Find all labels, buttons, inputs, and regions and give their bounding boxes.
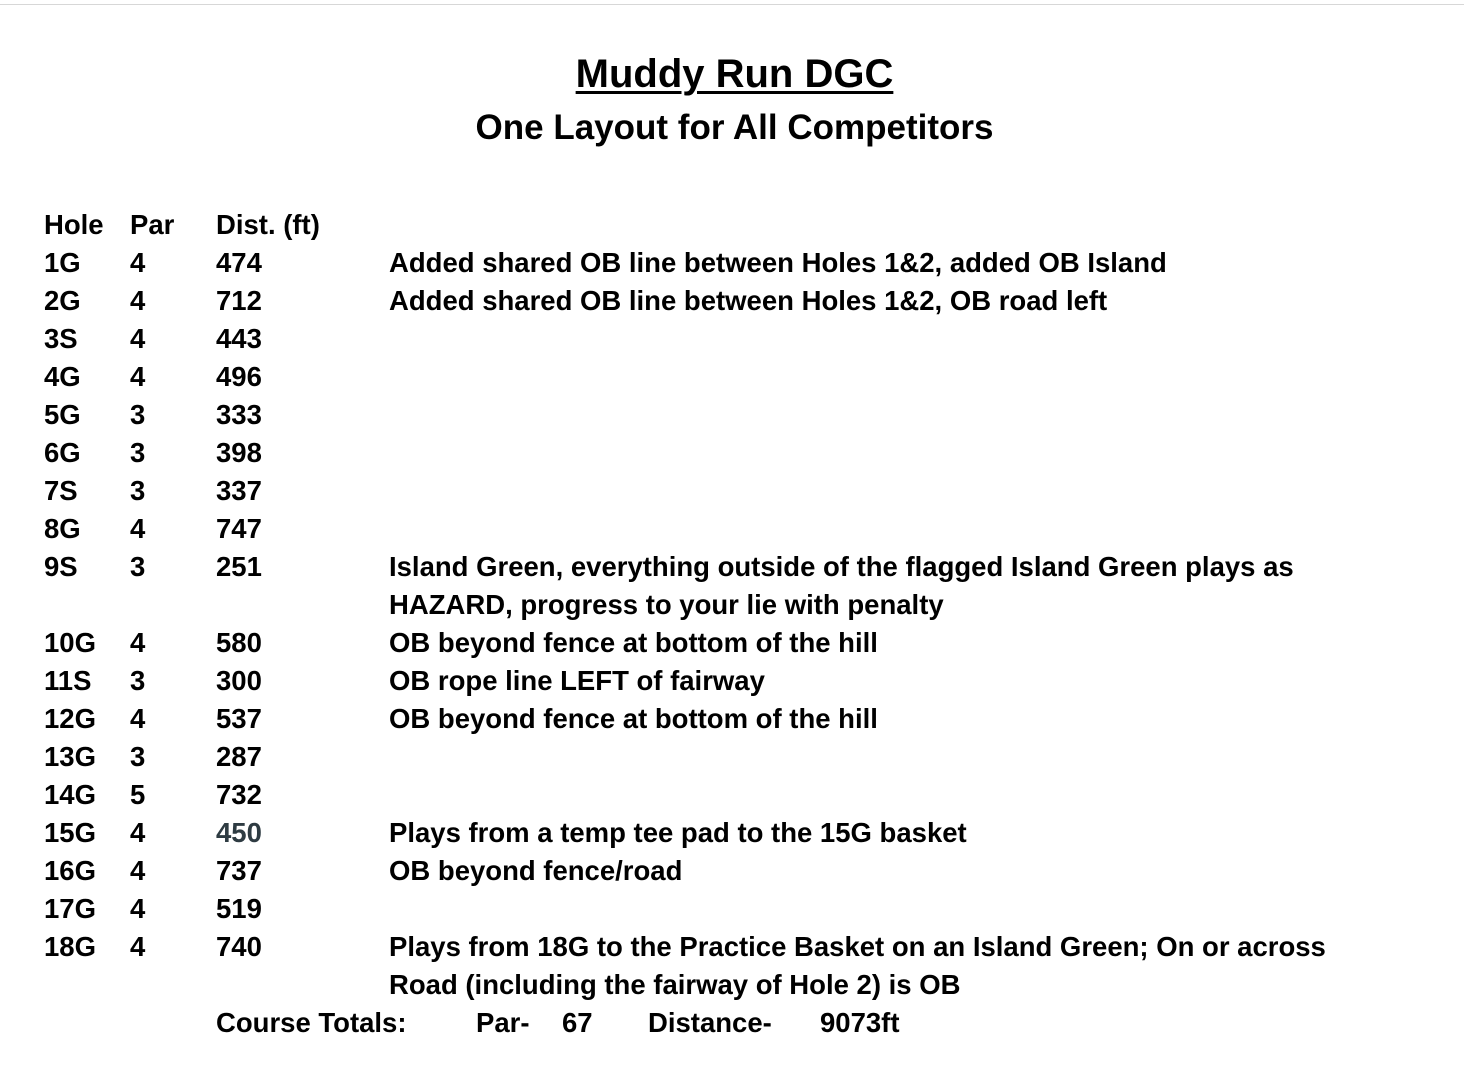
par-cell: 5: [130, 779, 146, 810]
par-cell: 4: [130, 247, 146, 278]
par-cell: 3: [130, 475, 146, 506]
top-divider: [0, 4, 1464, 5]
hole-cell: 5G: [44, 399, 81, 430]
par-cell: 4: [130, 361, 146, 392]
distance-cell: 580: [216, 627, 262, 658]
document-title-text: Muddy Run DGC: [575, 52, 894, 96]
hole-cell: 12G: [44, 703, 96, 734]
distance-value-highlight: 450: [216, 817, 262, 848]
table-row: [44, 776, 1444, 814]
hole-cell: 1G: [44, 247, 81, 278]
hole-cell: 6G: [44, 437, 81, 468]
distance-cell: 287: [216, 741, 262, 772]
hole-cell: 8G: [44, 513, 81, 544]
hole-cell: 3S: [44, 323, 78, 354]
distance-cell: 732: [216, 779, 262, 810]
distance-cell: 712: [216, 285, 262, 316]
distance-cell: 740: [216, 931, 262, 962]
hole-cell: 16G: [44, 855, 96, 886]
par-cell: 3: [130, 551, 146, 582]
note-cell: Added shared OB line between Holes 1&2, added OB Island: [389, 247, 1167, 278]
par-cell: 3: [130, 437, 146, 468]
hole-cell: 17G: [44, 893, 96, 924]
table-row: [44, 320, 1444, 358]
par-cell: 4: [130, 285, 146, 316]
table-row: [44, 700, 1444, 738]
hole-cell: 7S: [44, 475, 78, 506]
header-par: Par: [130, 209, 175, 240]
table-row: [44, 396, 1444, 434]
par-cell: 4: [130, 513, 146, 544]
par-cell: 4: [130, 627, 146, 658]
hole-cell: 9S: [44, 551, 78, 582]
hole-cell: 11S: [44, 665, 92, 696]
par-cell: 3: [130, 399, 146, 430]
document-subtitle: One Layout for All Competitors: [475, 108, 994, 147]
table-body: [44, 244, 1444, 1004]
par-cell: 4: [130, 893, 146, 924]
hole-cell: 15G: [44, 817, 96, 848]
hole-cell: 18G: [44, 931, 96, 962]
note-cell: OB rope line LEFT of fairway: [389, 665, 765, 696]
hole-cell: 14G: [44, 779, 96, 810]
hole-cell: 10G: [44, 627, 96, 658]
table-row: [44, 662, 1444, 700]
table-row: [44, 358, 1444, 396]
par-cell: 4: [130, 817, 146, 848]
header-hole: Hole: [44, 209, 104, 240]
table-row: [44, 472, 1444, 510]
distance-cell: 537: [216, 703, 262, 734]
table-row: [44, 244, 1444, 282]
hole-cell: 4G: [44, 361, 81, 392]
note-cell: OB beyond fence at bottom of the hill: [389, 627, 878, 658]
hole-cell: 13G: [44, 741, 96, 772]
par-cell: 4: [130, 703, 146, 734]
distance-cell: 251: [216, 551, 262, 582]
header-distance: Dist. (ft): [216, 209, 320, 240]
course-totals-row: [44, 1004, 1444, 1042]
course-table: [44, 206, 1444, 1042]
distance-cell: 747: [216, 513, 262, 544]
note-cell: OB beyond fence at bottom of the hill: [389, 703, 878, 734]
distance-cell: 737: [216, 855, 262, 886]
par-cell: 3: [130, 665, 146, 696]
table-row: [44, 624, 1444, 662]
table-row: [44, 890, 1444, 928]
distance-cell: 474: [216, 247, 262, 278]
table-row: [44, 548, 1444, 624]
document-title: [0, 50, 1464, 98]
distance-cell: [216, 814, 389, 852]
distance-cell: 443: [216, 323, 262, 354]
par-cell: 3: [130, 741, 146, 772]
table-row: [44, 510, 1444, 548]
distance-cell: 333: [216, 399, 262, 430]
table-row: [44, 814, 1444, 852]
table-row: [44, 852, 1444, 890]
note-cell: Added shared OB line between Holes 1&2, OB road left: [389, 285, 1108, 316]
par-cell: 4: [130, 855, 146, 886]
table-row: [44, 928, 1444, 1004]
par-cell: 4: [130, 931, 146, 962]
distance-cell: 496: [216, 361, 262, 392]
totals-distance-label: Distance-: [648, 1007, 772, 1038]
distance-cell: 398: [216, 437, 262, 468]
note-cell: Island Green, everything outside of the flagged Island Green plays as HAZARD, progress to your lie with penalty: [389, 551, 1294, 620]
totals-label: Course Totals:: [216, 1007, 407, 1038]
distance-cell: 337: [216, 475, 262, 506]
distance-cell: 519: [216, 893, 262, 924]
note-cell: OB beyond fence/road: [389, 855, 683, 886]
note-cell: Plays from a temp tee pad to the 15G basket: [389, 817, 967, 848]
table-header-row: [44, 206, 1444, 244]
table-row: [44, 282, 1444, 320]
par-cell: 4: [130, 323, 146, 354]
table-row: [44, 434, 1444, 472]
totals-par-label: Par-: [476, 1007, 530, 1038]
distance-cell: 300: [216, 665, 262, 696]
hole-cell: 2G: [44, 285, 81, 316]
note-cell: Plays from 18G to the Practice Basket on an Island Green; On or across Road (including the fairway of Hole 2) is OB: [389, 931, 1326, 1000]
totals-distance-value: 9073ft: [820, 1007, 900, 1038]
totals-par-value: 67: [562, 1007, 593, 1038]
table-row: [44, 738, 1444, 776]
